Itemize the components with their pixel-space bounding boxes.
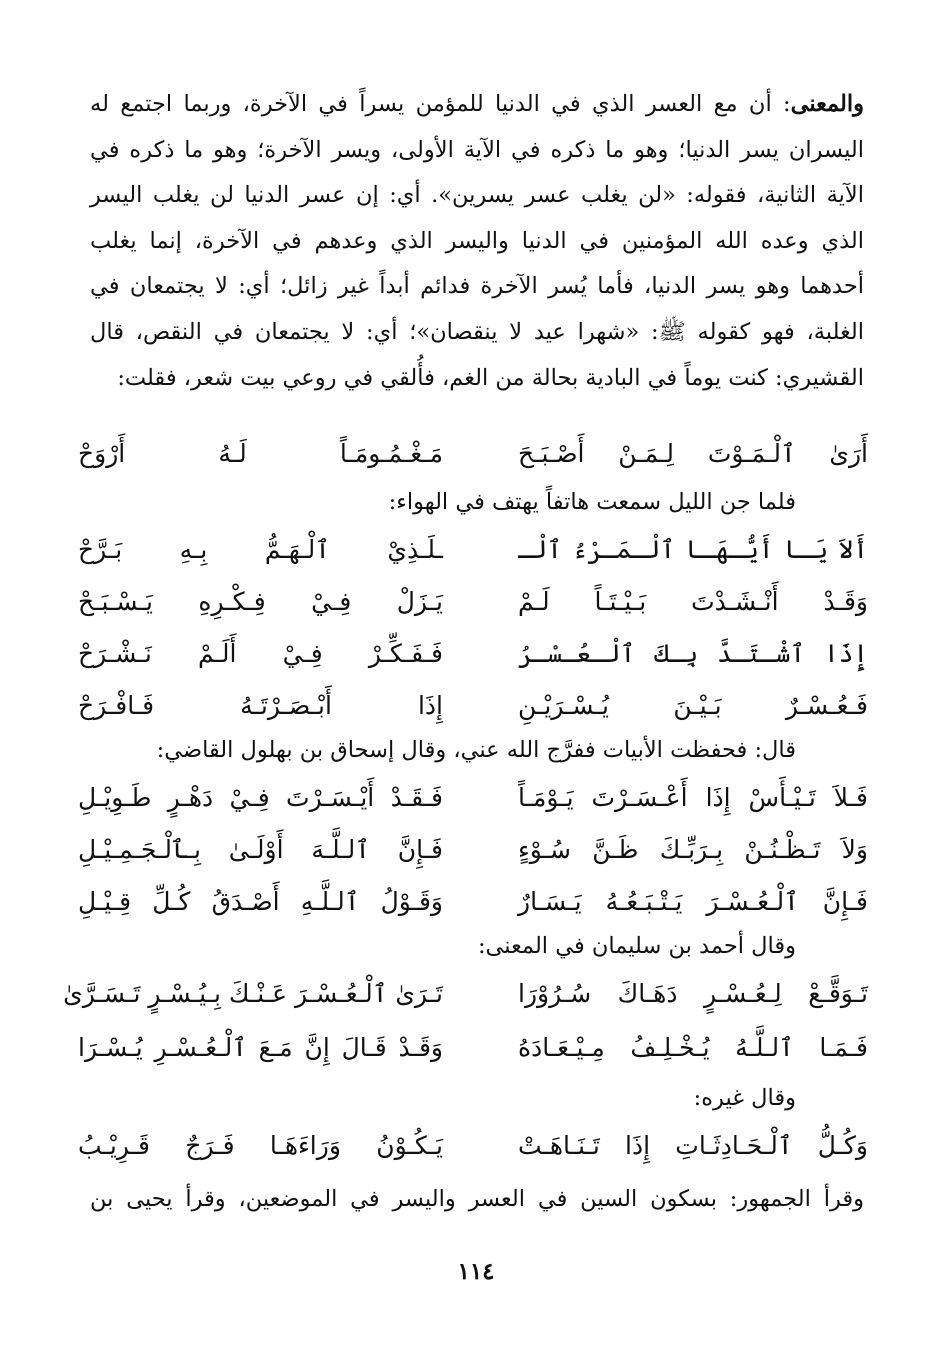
verse-first-hemistich: فَـإِنَّ ٱلْـعُـسْـرَ يَـتْـبَـعُـهُ يَـسَـارٌ: [518, 887, 868, 916]
verse-first-hemistich: أَرَىٰ ٱلْـمَـوْتَ لِـمَـنْ أَصْـبَـحَ: [518, 439, 868, 468]
poem-verse: [78, 680, 868, 732]
verse-second-hemistich: تَـرَىٰ ٱلْـعُـسْـرَ عَـنْـكَ بِـيُـسْـرٍ تَـسَـرَّىٰ: [63, 979, 443, 1008]
body-paragraph: [90, 82, 864, 401]
poem-verse: [78, 524, 868, 576]
verse-second-hemistich: فَـفَـكِّـرْ فِـيْ أَلَـمْ نَـشْـرَحْ: [78, 639, 443, 668]
poem-verse: [63, 968, 868, 1020]
body-paragraph-continued: وقرأ الجمهور: بسكون السين في العسر واليسر في الموضعين، وقرأ يحيى بن: [90, 1186, 864, 1212]
verse-second-hemistich: ـلَـذِيْ ٱلْـهَـمُّ بِـهِ بَـرَّحْ: [78, 535, 443, 564]
verse-first-hemistich: أَلاَ يَـا أَيُّـهَـا ٱلْـمَـرْءُ ٱلْـ: [518, 535, 868, 564]
verse-first-hemistich: تَـوَقَّـعْ لِـعُـسْـرٍ دَهَـاكَ سُـرُوْرَا: [518, 979, 868, 1008]
verse-second-hemistich: فَـإِنَّ ٱلـلَّـهَ أَوْلَـىٰ بِـٱلْـجَـمِـيْـلِ: [78, 835, 443, 864]
poem-verse: [78, 628, 868, 680]
verse-introduction: فلما جن الليل سمعت هاتفاً يهتف في الهواء:: [388, 489, 796, 515]
verse-first-hemistich: إِذَا ٱشْـتَـدَّ بِـكَ ٱلْـعُـسْـرُ: [518, 639, 868, 668]
verse-second-hemistich: فَـقَـدْ أَيْـسَـرْتَ فِـيْ دَهْـرٍ طَـوِيْـلِ: [78, 783, 443, 812]
page-number: ١١٤: [457, 1258, 495, 1285]
verse-second-hemistich: إِذَا أَبْـصَـرْتَـهُ فَـافْـرَحْ: [78, 691, 443, 720]
poem-verse: [78, 876, 868, 928]
verse-second-hemistich: يَـكُـوْنُ وَرَاءَهَـا فَـرَجٌ قَـرِيْـبُ: [78, 1131, 443, 1160]
verse-second-hemistich: يَـزَلْ فِـيْ فِـكْـرِهِ يَـسْـبَـحْ: [78, 587, 443, 616]
verse-introduction: وقال أحمد بن سليمان في المعنى:: [477, 933, 796, 959]
paragraph-lead-word: والمعنى: [790, 91, 864, 117]
verse-first-hemistich: فَـمَـا ٱلـلَّـهُ يُـخْـلِـفُ مِـيْـعَـادَهُ: [518, 1033, 868, 1062]
poem-verse: [78, 1120, 868, 1172]
poem-verse: [78, 1022, 868, 1074]
verse-introduction: وقال غيره:: [693, 1085, 796, 1111]
paragraph-text: : أن مع العسر الذي في الدنيا للمؤمن يسراً في الآخرة، وربما اجتمع له اليسران يسر الدنيا؛ وهو ما ذكره في الآية الأولى، ويسر الآخرة؛ وهو ما ذكره في الآية الثانية، فقوله: «لن يغلب عسر يسرين». أي: إن عسر الدنيا لن يغلب اليسر الذي وعده الله المؤمنين في الدنيا واليسر الذي وعدهم في الآخرة، إنما يغلب أحدهما وهو يسر الدنيا، فأما يُسر الآخرة فدائم أبداً غير زائل؛ أي: لا يجتمعان في الغلبة، فهو كقوله ﷺ: «شهرا عيد لا ينقصان»؛ أي: لا يجتمعان في النقص، قال القشيري: كنت يوماً في البادية بحالة من الغم، فأُلقي في روعي بيت شعر، فقلت:: [90, 91, 864, 391]
poem-verse: [78, 428, 868, 480]
verse-first-hemistich: فَـلاَ تَـيْـأَسْ إِذَا أَعْـسَـرْتَ يَـوْمَـاً: [518, 783, 868, 812]
verse-first-hemistich: وَلاَ تَـظْـنُـنْ بِـرَبِّـكَ ظَـنَّ سُـوْءٍ: [518, 835, 868, 864]
verse-introduction: قال: فحفظت الأبيات ففرَّج الله عني، وقال إسحاق بن بهلول القاضي:: [156, 737, 796, 763]
verse-first-hemistich: وَكُـلُّ ٱلْـحَـادِثَـاتِ إِذَا تَـنَـاهَـتْ: [518, 1131, 868, 1160]
verse-second-hemistich: وَقَـدْ قَـالَ إِنَّ مَـعَ ٱلْـعُـسْـرِ يُـسْـرَا: [78, 1033, 443, 1062]
poem-verse: [78, 576, 868, 628]
poem-verse: [78, 824, 868, 876]
verse-second-hemistich: وَقَـوْلُ ٱلـلَّـهِ أَصْـدَقُ كُـلِّ قِـيْـلِ: [78, 887, 443, 916]
verse-second-hemistich: مَـغْـمُـومَـاً لَـهُ أَرْوَحْ: [78, 439, 443, 468]
verse-first-hemistich: وَقَـدْ أَنْـشَـدْتَ بَـيْـتَـاً لَـمْ: [518, 587, 868, 616]
poem-verse: [78, 772, 868, 824]
verse-first-hemistich: فَـعُـسْـرٌ بَـيْـنَ يُـسْـرَيْـنِ: [518, 691, 868, 720]
